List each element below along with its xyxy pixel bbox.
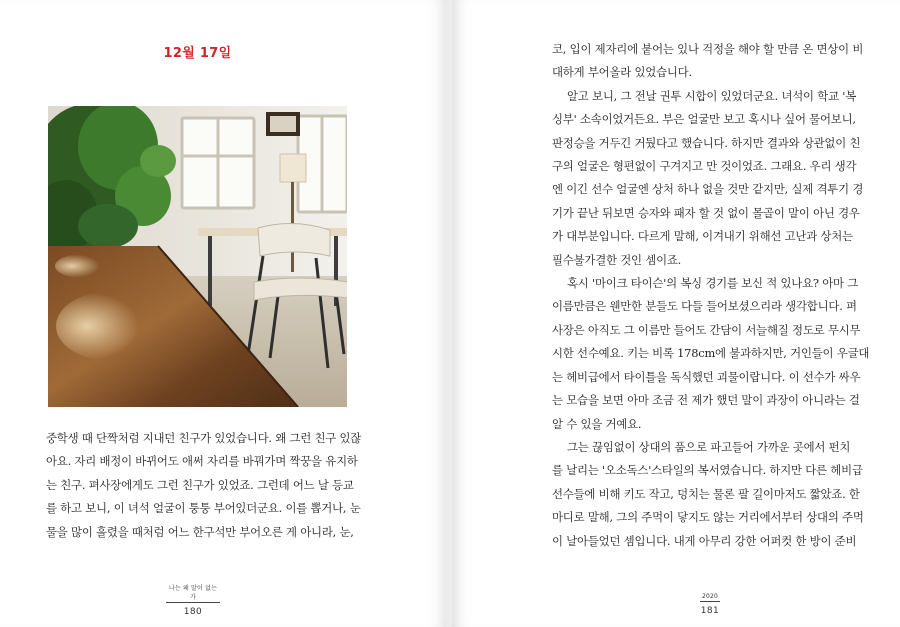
paragraph-line: 물을 많이 흘렸을 때처럼 어느 한구석만 부어오른 게 아니라, 눈, xyxy=(46,524,354,539)
right-page xyxy=(452,0,900,627)
left-footer xyxy=(166,583,220,617)
paragraph-line: 대하게 부어올라 있었습니다. xyxy=(552,65,692,80)
paragraph-line: 코, 입이 제자리에 붙어는 있나 걱정을 해야 할 만큼 온 면상이 비 xyxy=(552,42,864,56)
paragraph-line: 혹시 '마이크 타이슨'의 복싱 경기를 보신 적 있나요? 아마 그 xyxy=(567,276,859,291)
year-label: 2020 xyxy=(701,593,719,600)
right-body-text xyxy=(552,38,870,553)
paragraph-line: 는 친구. 펴사장에게도 그런 친구가 있었죠. 그런데 어느 날 등교 xyxy=(46,477,354,492)
paragraph-line: 가 대부분입니다. 다르게 말해, 이겨내기 위해선 고난과 상처는 xyxy=(552,229,853,244)
paragraph-line: 를 하고 보니, 이 녀석 얼굴이 퉁퉁 부어있더군요. 이를 뽑거나, 눈 xyxy=(46,501,361,516)
paragraph-line: 를 날리는 '오소독스'스타일의 복서였습니다. 하지만 다른 헤비급 xyxy=(552,463,863,478)
paragraph-line: 필수불가결한 것인 셈이죠. xyxy=(552,252,682,267)
paragraph-line: 이름만큼은 웬만한 분들도 다들 들어보셨으리라 생각합니다. 펴 xyxy=(552,299,857,314)
paragraph-line: 엔 이긴 선수 얼굴엔 상처 하나 없을 것만 같지만, 실제 격투기 경 xyxy=(552,182,864,197)
paragraph-line: 알 수 있을 거예요. xyxy=(552,416,642,431)
left-page xyxy=(0,0,446,627)
paragraph-line: 싱부' 소속이었거든요. 부은 얼굴만 보고 혹시나 싶어 물어보니, xyxy=(552,112,856,127)
page-number: 180 xyxy=(183,607,203,617)
paragraph-line: 그는 끊임없이 상대의 품으로 파고들어 가까운 곳에서 펀치 xyxy=(567,439,851,454)
page-number: 181 xyxy=(700,606,720,616)
right-footer xyxy=(690,583,730,616)
cafe-interior-illustration xyxy=(48,106,347,407)
cafe-photo xyxy=(48,106,347,407)
left-body-text xyxy=(46,427,376,544)
paragraph-line: 선수들에 비해 키도 작고, 덩치는 물론 팔 길이마저도 짧았죠. 한 xyxy=(552,486,860,501)
paragraph-line: 시한 선수예요. 키는 비록 178cm에 불과하지만, 거인들이 우글대 xyxy=(552,346,870,361)
paragraph-line: 중학생 때 단짝처럼 지내던 친구가 있었습니다. 왜 그런 친구 있잖 xyxy=(46,431,362,445)
paragraph-line: 구의 얼굴은 형편없이 구겨지고 만 것이었죠. 그래요. 우리 생각 xyxy=(552,159,857,174)
paragraph-line: 판정승을 거두긴 거뒀다고 했습니다. 하지만 결과와 상관없이 친 xyxy=(552,135,861,150)
paragraph-line: 이 날아들었던 셈입니다. 내게 아무리 강한 어퍼컷 한 방이 준비 xyxy=(552,533,857,548)
paragraph-line: 마디로 말해, 그의 주먹이 닿지도 않는 거리에서부터 상대의 주먹 xyxy=(552,510,864,525)
paragraph-line: 알고 보니, 그 전날 권투 시합이 있었더군요. 녀석이 학교 '복 xyxy=(567,88,857,103)
paragraph-line: 아요. 자리 배정이 바뀌어도 애써 자리를 바꿔가며 짝꿍을 유지하 xyxy=(46,454,358,469)
paragraph-line: 는 헤비급에서 타이틀을 독식했던 괴물이랍니다. 이 선수가 싸우 xyxy=(552,369,861,384)
paragraph-line: 는 모습을 보면 아마 조금 전 제가 했던 말이 과장이 아니라는 걸 xyxy=(552,393,860,408)
paragraph-line: 사장은 아직도 그 이름만 들어도 간담이 서늘해질 정도로 무시무 xyxy=(552,322,861,337)
date-heading: 12월 17일 xyxy=(163,46,232,61)
paragraph-line: 기가 끝난 뒤보면 승자와 패자 할 것 없이 몰골이 말이 아닌 경우 xyxy=(552,205,860,220)
book-title: 나는 왜 말이 없는가 xyxy=(166,583,220,603)
